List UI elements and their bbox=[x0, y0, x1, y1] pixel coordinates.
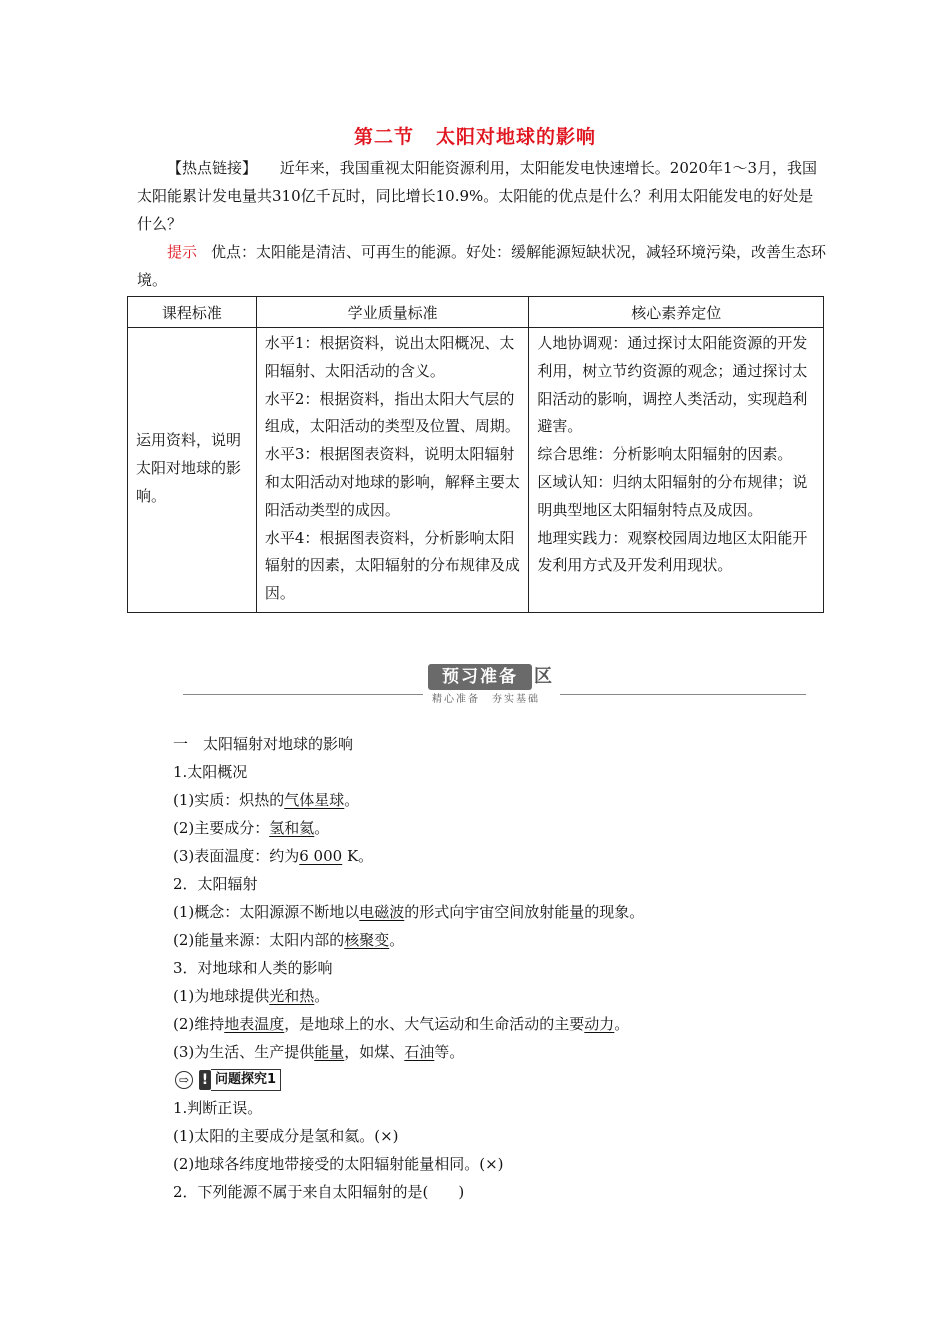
text-span: 的形式向宇宙空间放射能量的现象。 bbox=[404, 903, 645, 921]
answer-blank: 动力 bbox=[584, 1015, 615, 1033]
list-item bbox=[173, 786, 823, 814]
banner-main-label: 预习准备 bbox=[428, 664, 532, 690]
list-item bbox=[173, 926, 823, 954]
title-section-number: 第二节 bbox=[353, 126, 414, 148]
text-span: (1)为地球提供 bbox=[173, 987, 270, 1005]
hot-link-label: 【热点链接】 bbox=[167, 159, 258, 177]
section-heading: 一 太阳辐射对地球的影响 bbox=[173, 735, 354, 753]
list-item bbox=[173, 814, 823, 842]
arrow-right-icon: ⇨ bbox=[175, 1071, 193, 1089]
question-item: (1)太阳的主要成分是氢和氦。(×) bbox=[173, 1127, 399, 1145]
literacy-practice: 地理实践力：观察校园周边地区太阳能开发利用方式及开发利用现状。 bbox=[537, 528, 808, 575]
standards-table bbox=[127, 296, 824, 613]
table-header-course-standard: 课程标准 bbox=[128, 297, 257, 328]
banner-rule-left bbox=[183, 694, 423, 695]
hot-link-text: 近年来，我国重视太阳能资源利用，太阳能发电快速增长。2020年1～3月，我国太阳能累计发电量共310亿千瓦时，同比增长10.9%。太阳能的优点是什么？利用太阳能发电的好处是什么？ bbox=[137, 159, 818, 233]
list-item bbox=[173, 842, 823, 870]
question-title: 2．下列能源不属于来自太阳辐射的是( ) bbox=[173, 1183, 465, 1201]
quality-level-1: 水平1：根据资料，说出太阳概况、太阳辐射、太阳活动的含义。 bbox=[264, 334, 515, 380]
text-span: (3)为生活、生产提供 bbox=[173, 1043, 315, 1061]
literacy-human-earth: 人地协调观：通过探讨太阳能资源的开发利用，树立节约资源的观念；通过探讨太阳活动的影响，调控人类活动，实现趋利避害。 bbox=[537, 334, 808, 436]
quality-level-3: 水平3：根据图表资料，说明太阳辐射和太阳活动对地球的影响，解释主要太阳活动类型的成因。 bbox=[264, 445, 520, 519]
text-span: 等。 bbox=[434, 1043, 465, 1061]
banner-subtitle: 精心准备 夯实基础 bbox=[432, 694, 540, 705]
quality-standard-cell bbox=[256, 328, 529, 613]
text-span: (1)实质：炽热的 bbox=[173, 791, 285, 809]
text-span: 。 bbox=[614, 1015, 630, 1033]
answer-blank: 气体星球 bbox=[284, 791, 345, 809]
hint-label: 提示 bbox=[167, 243, 198, 261]
table-row bbox=[128, 328, 824, 613]
page-title bbox=[0, 122, 950, 149]
answer-blank: 石油 bbox=[404, 1043, 435, 1061]
list-item bbox=[173, 1010, 823, 1038]
text-span: 。 bbox=[389, 931, 405, 949]
subsection-title: 2．太阳辐射 bbox=[173, 875, 258, 893]
preview-content bbox=[173, 730, 823, 1206]
answer-blank: 地表温度 bbox=[224, 1015, 285, 1033]
banner-suffix: 区 bbox=[534, 666, 552, 687]
subsection-title: 3．对地球和人类的影响 bbox=[173, 959, 333, 977]
subsection-title: 1.太阳概况 bbox=[173, 763, 248, 781]
answer-blank: 核聚变 bbox=[344, 931, 390, 949]
probe-header bbox=[175, 1066, 823, 1094]
literacy-regional: 区域认知：归纳太阳辐射的分布规律；说明典型地区太阳辐射特点及成因。 bbox=[537, 472, 808, 519]
list-item bbox=[173, 898, 823, 926]
banner-rule-right bbox=[560, 694, 806, 695]
text-span: (2)主要成分： bbox=[173, 819, 270, 837]
quality-level-2: 水平2：根据资料，指出太阳大气层的组成，太阳活动的类型及位置、周期。 bbox=[264, 389, 520, 436]
answer-blank: 氢和氦 bbox=[269, 819, 315, 837]
text-span: 。 bbox=[344, 791, 360, 809]
literacy-comprehensive: 综合思维：分析影响太阳辐射的因素。 bbox=[537, 445, 793, 464]
text-span: (2)维持 bbox=[173, 1015, 225, 1033]
text-span: ，是地球上的水、大气运动和生命活动的主要 bbox=[284, 1015, 585, 1033]
table-header-row bbox=[128, 297, 824, 328]
table-header-quality-standard: 学业质量标准 bbox=[256, 297, 529, 328]
answer-blank: 光和热 bbox=[269, 987, 315, 1005]
title-section-name: 太阳对地球的影响 bbox=[436, 126, 597, 148]
exclamation-icon: ! bbox=[199, 1070, 211, 1090]
text-span: ，如煤、 bbox=[344, 1043, 405, 1061]
text-span: K。 bbox=[342, 847, 374, 865]
text-span: (2)能量来源：太阳内部的 bbox=[173, 931, 345, 949]
quality-level-4: 水平4：根据图表资料，分析影响太阳辐射的因素，太阳辐射的分布规律及成因。 bbox=[264, 528, 520, 603]
table-header-core-literacy: 核心素养定位 bbox=[529, 297, 824, 328]
text-span: (1)概念：太阳源源不断地以 bbox=[173, 903, 360, 921]
hint-text: 优点：太阳能是清洁、可再生的能源。好处：缓解能源短缺状况，减轻环境污染，改善生态环境。 bbox=[137, 243, 827, 289]
list-item bbox=[173, 982, 823, 1010]
question-item: (2)地球各纬度地带接受的太阳辐射能量相同。(×) bbox=[173, 1155, 504, 1173]
text-span: (3)表面温度：约为 bbox=[173, 847, 300, 865]
core-literacy-cell bbox=[529, 328, 824, 613]
text-span: 。 bbox=[314, 819, 330, 837]
hot-link-paragraph bbox=[137, 154, 827, 238]
list-item bbox=[173, 1038, 823, 1066]
course-standard-cell: 运用资料，说明太阳对地球的影响。 bbox=[128, 328, 257, 613]
answer-blank: 6 000 bbox=[299, 847, 343, 865]
answer-blank: 能量 bbox=[314, 1043, 345, 1061]
answer-blank: 电磁波 bbox=[359, 903, 405, 921]
text-span: 。 bbox=[314, 987, 330, 1005]
question-title: 1.判断正误。 bbox=[173, 1099, 263, 1117]
hint-paragraph bbox=[137, 238, 827, 294]
probe-label: 问题探究1 bbox=[211, 1069, 281, 1091]
preview-banner bbox=[428, 664, 558, 705]
